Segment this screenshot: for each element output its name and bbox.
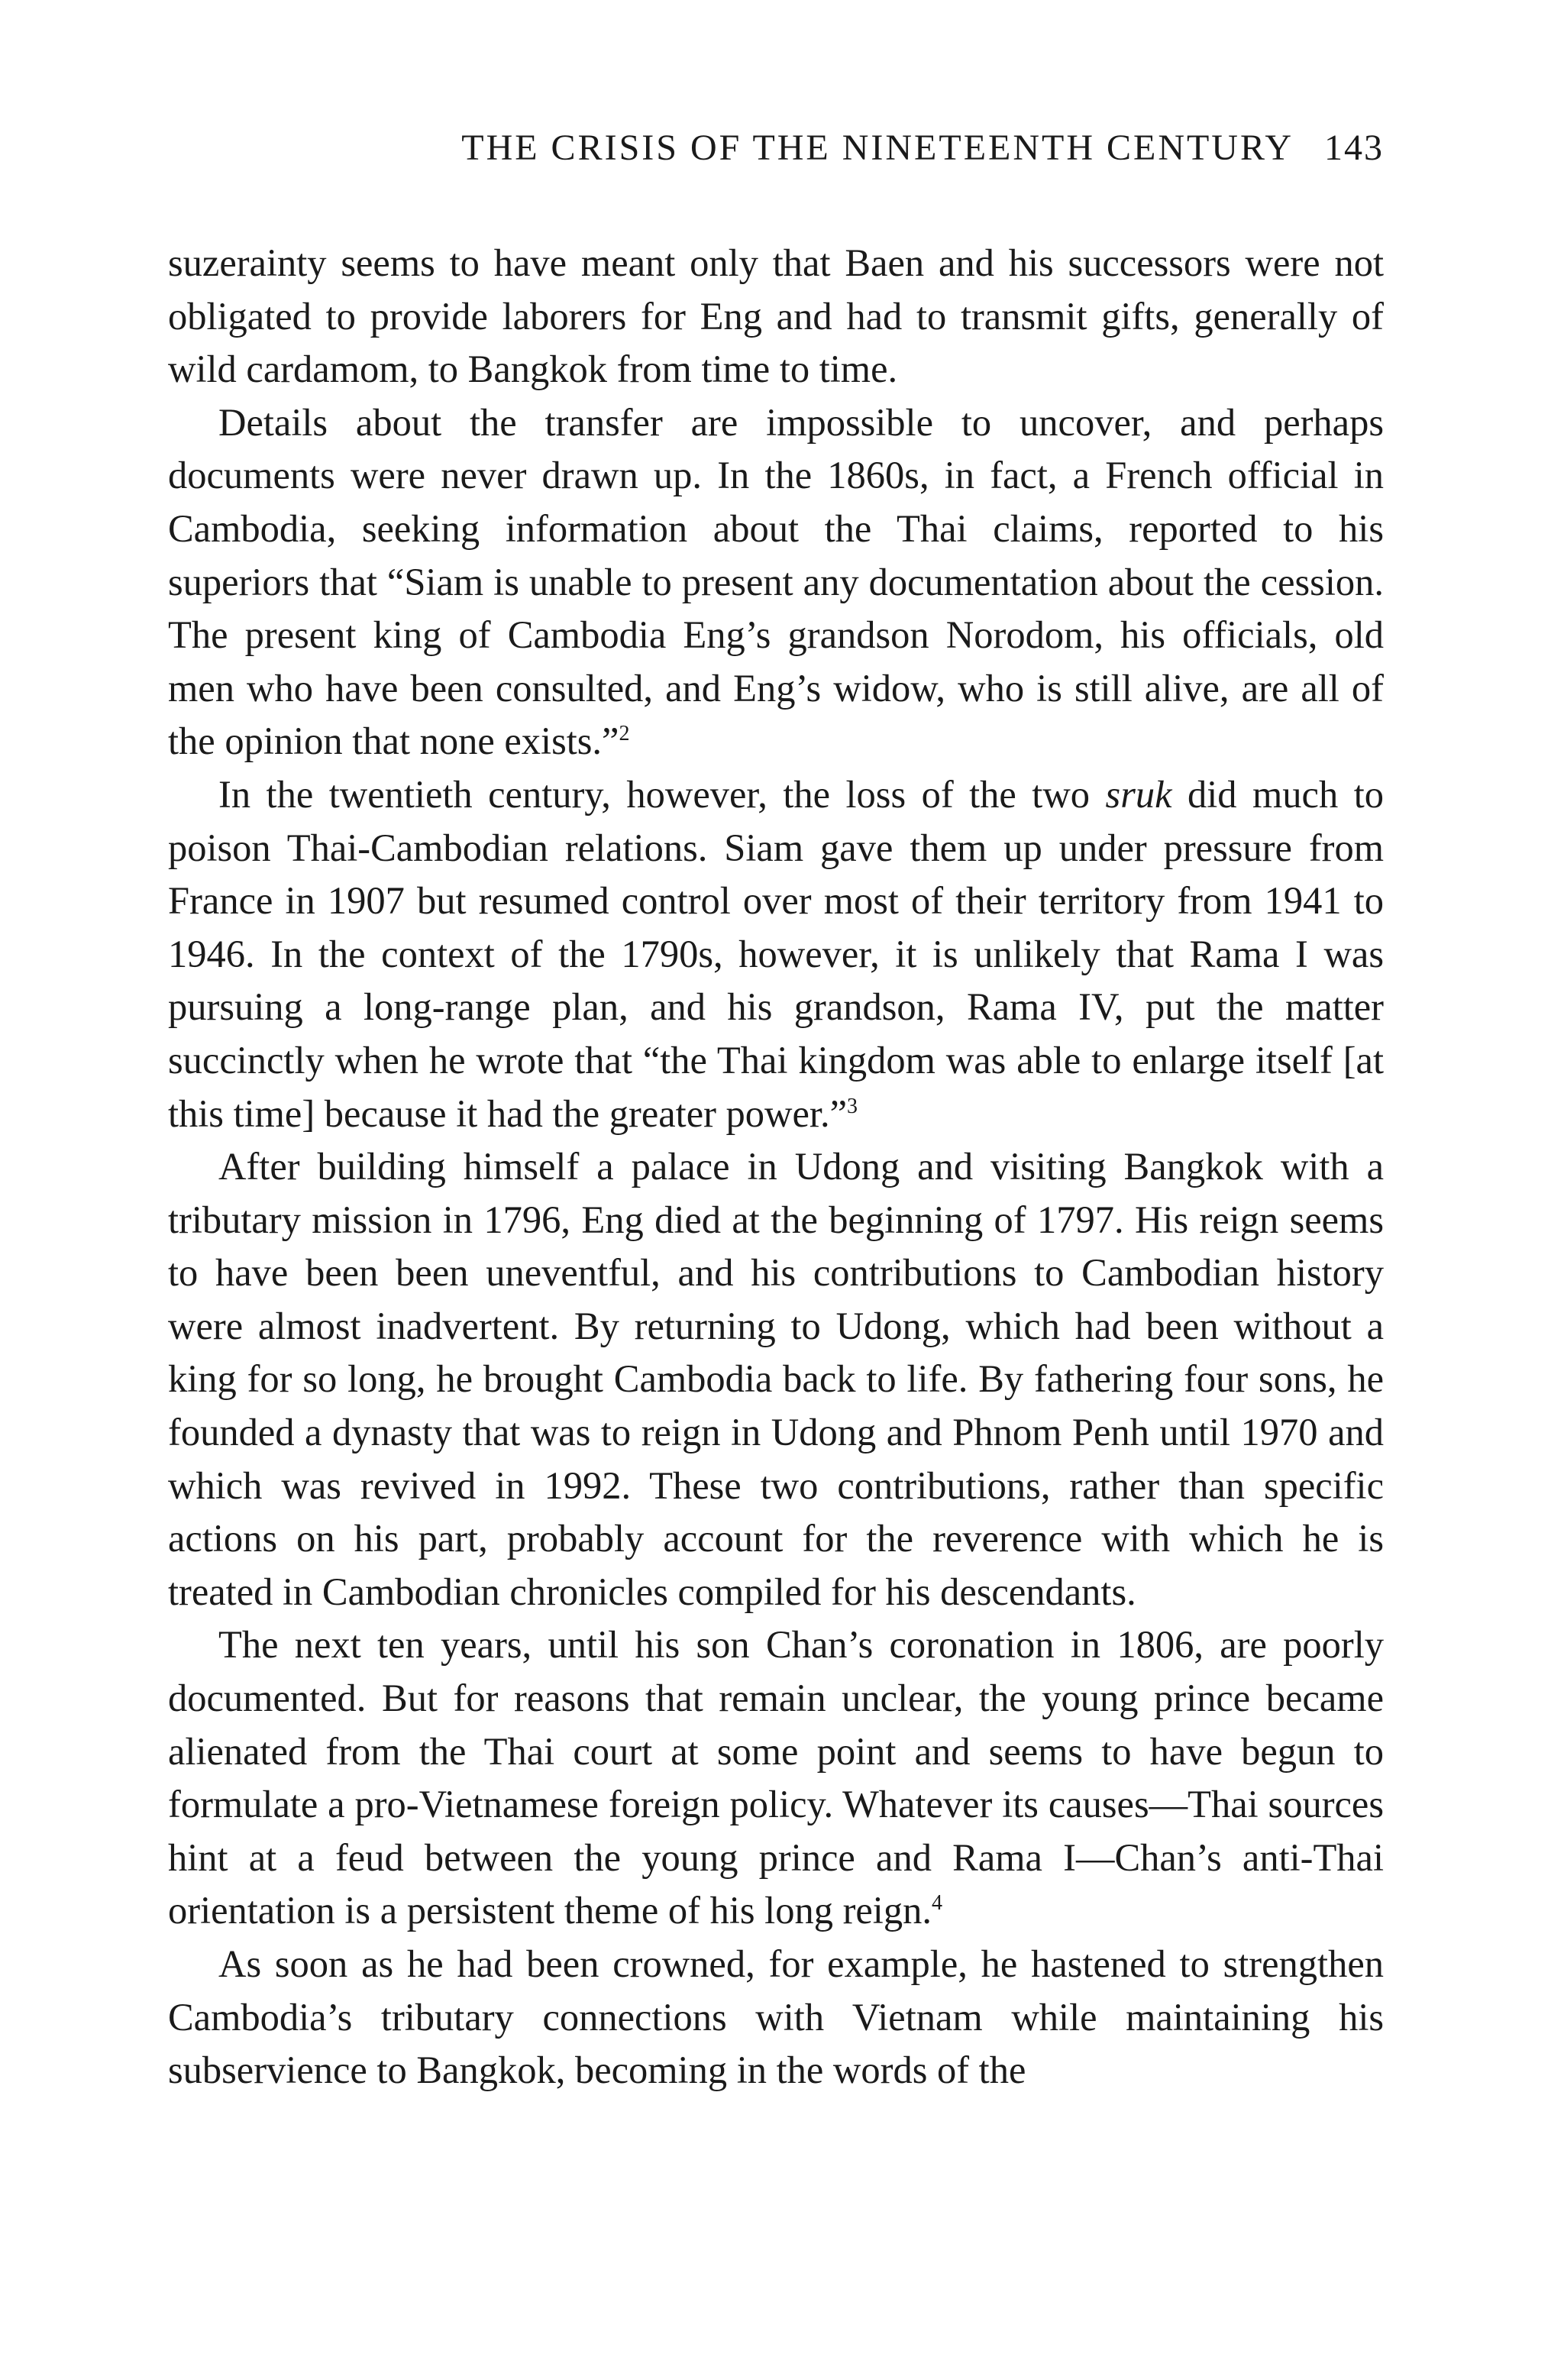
italic-term: sruk xyxy=(1105,772,1172,816)
paragraph-text: Details about the transfer are impossible to uncover, and perhaps documents were never drawn up. In the 1860s, in fact, a French official in Cambodia, seeking information about the Thai claims, reported to his superiors that “Siam is unable to present any documentation about the cession. The present king of Cambodia Eng’s grandson Norodom, his officials, old men who have been consulted, and Eng’s widow, who is still alive, are all of the opinion that none exists.” xyxy=(168,400,1384,763)
paragraph xyxy=(168,1140,1384,1618)
body-text xyxy=(168,237,1384,2097)
running-head-title: THE CRISIS OF THE NINETEENTH CENTURY xyxy=(461,128,1294,168)
footnote-marker: 3 xyxy=(847,1094,858,1118)
paragraph-text: As soon as he had been crowned, for example, he hastened to strengthen Cambodia’s tributary connections with Vietnam while maintaining his subservience to Bangkok, becoming in the words of the xyxy=(168,1942,1384,2092)
paragraph-text: did much to poison Thai-Cambodian relations. Siam gave them up under pressure from France in 1907 but resumed control over most of their territory from 1941 to 1946. In the context of the 1790s, however, it is unlikely that Rama I was pursuing a long-range plan, and his grandson, Rama IV, put the matter succinctly when he wrote that “the Thai kingdom was able to enlarge itself [at this time] because it had the greater power.” xyxy=(168,772,1384,1135)
paragraph xyxy=(168,1938,1384,2097)
footnote-marker: 4 xyxy=(931,1891,942,1916)
paragraph xyxy=(168,768,1384,1140)
paragraph xyxy=(168,1618,1384,1938)
running-head xyxy=(168,127,1384,170)
paragraph xyxy=(168,396,1384,768)
footnote-marker: 2 xyxy=(619,722,630,746)
page-number: 143 xyxy=(1324,128,1384,168)
paragraph-text: The next ten years, until his son Chan’s coronation in 1806, are poorly documented. But for reasons that remain unclear, the young prince became alienated from the Thai court at some point and seems to have begun to formulate a pro-Vietnamese foreign policy. Whatever its causes—Thai sources hint at a feud between the young prince and Rama I—Chan’s anti-Thai orientation is a persistent theme of his long reign. xyxy=(168,1623,1384,1932)
paragraph-text: After building himself a palace in Udong and visiting Bangkok with a tributary mission in 1796, Eng died at the beginning of 1797. His reign seems to have been been uneventful, and his contributions to Cambodian history were almost inadvertent. By returning to Udong, which had been without a king for so long, he brought Cambodia back to life. By fathering four sons, he founded a dynasty that was to reign in Udong and Phnom Penh until 1970 and which was revived in 1992. These two contributions, rather than specific actions on his part, probably account for the reverence with which he is treated in Cambodian chronicles compiled for his descendants. xyxy=(168,1145,1384,1613)
paragraph-text: suzerainty seems to have meant only that Baen and his successors were not obligated to provide laborers for Eng and had to transmit gifts, generally of wild cardamom, to Bangkok from time to time. xyxy=(168,241,1384,391)
paragraph-continued xyxy=(168,237,1384,396)
paragraph-text: In the twentieth century, however, the loss of the two xyxy=(218,772,1106,816)
